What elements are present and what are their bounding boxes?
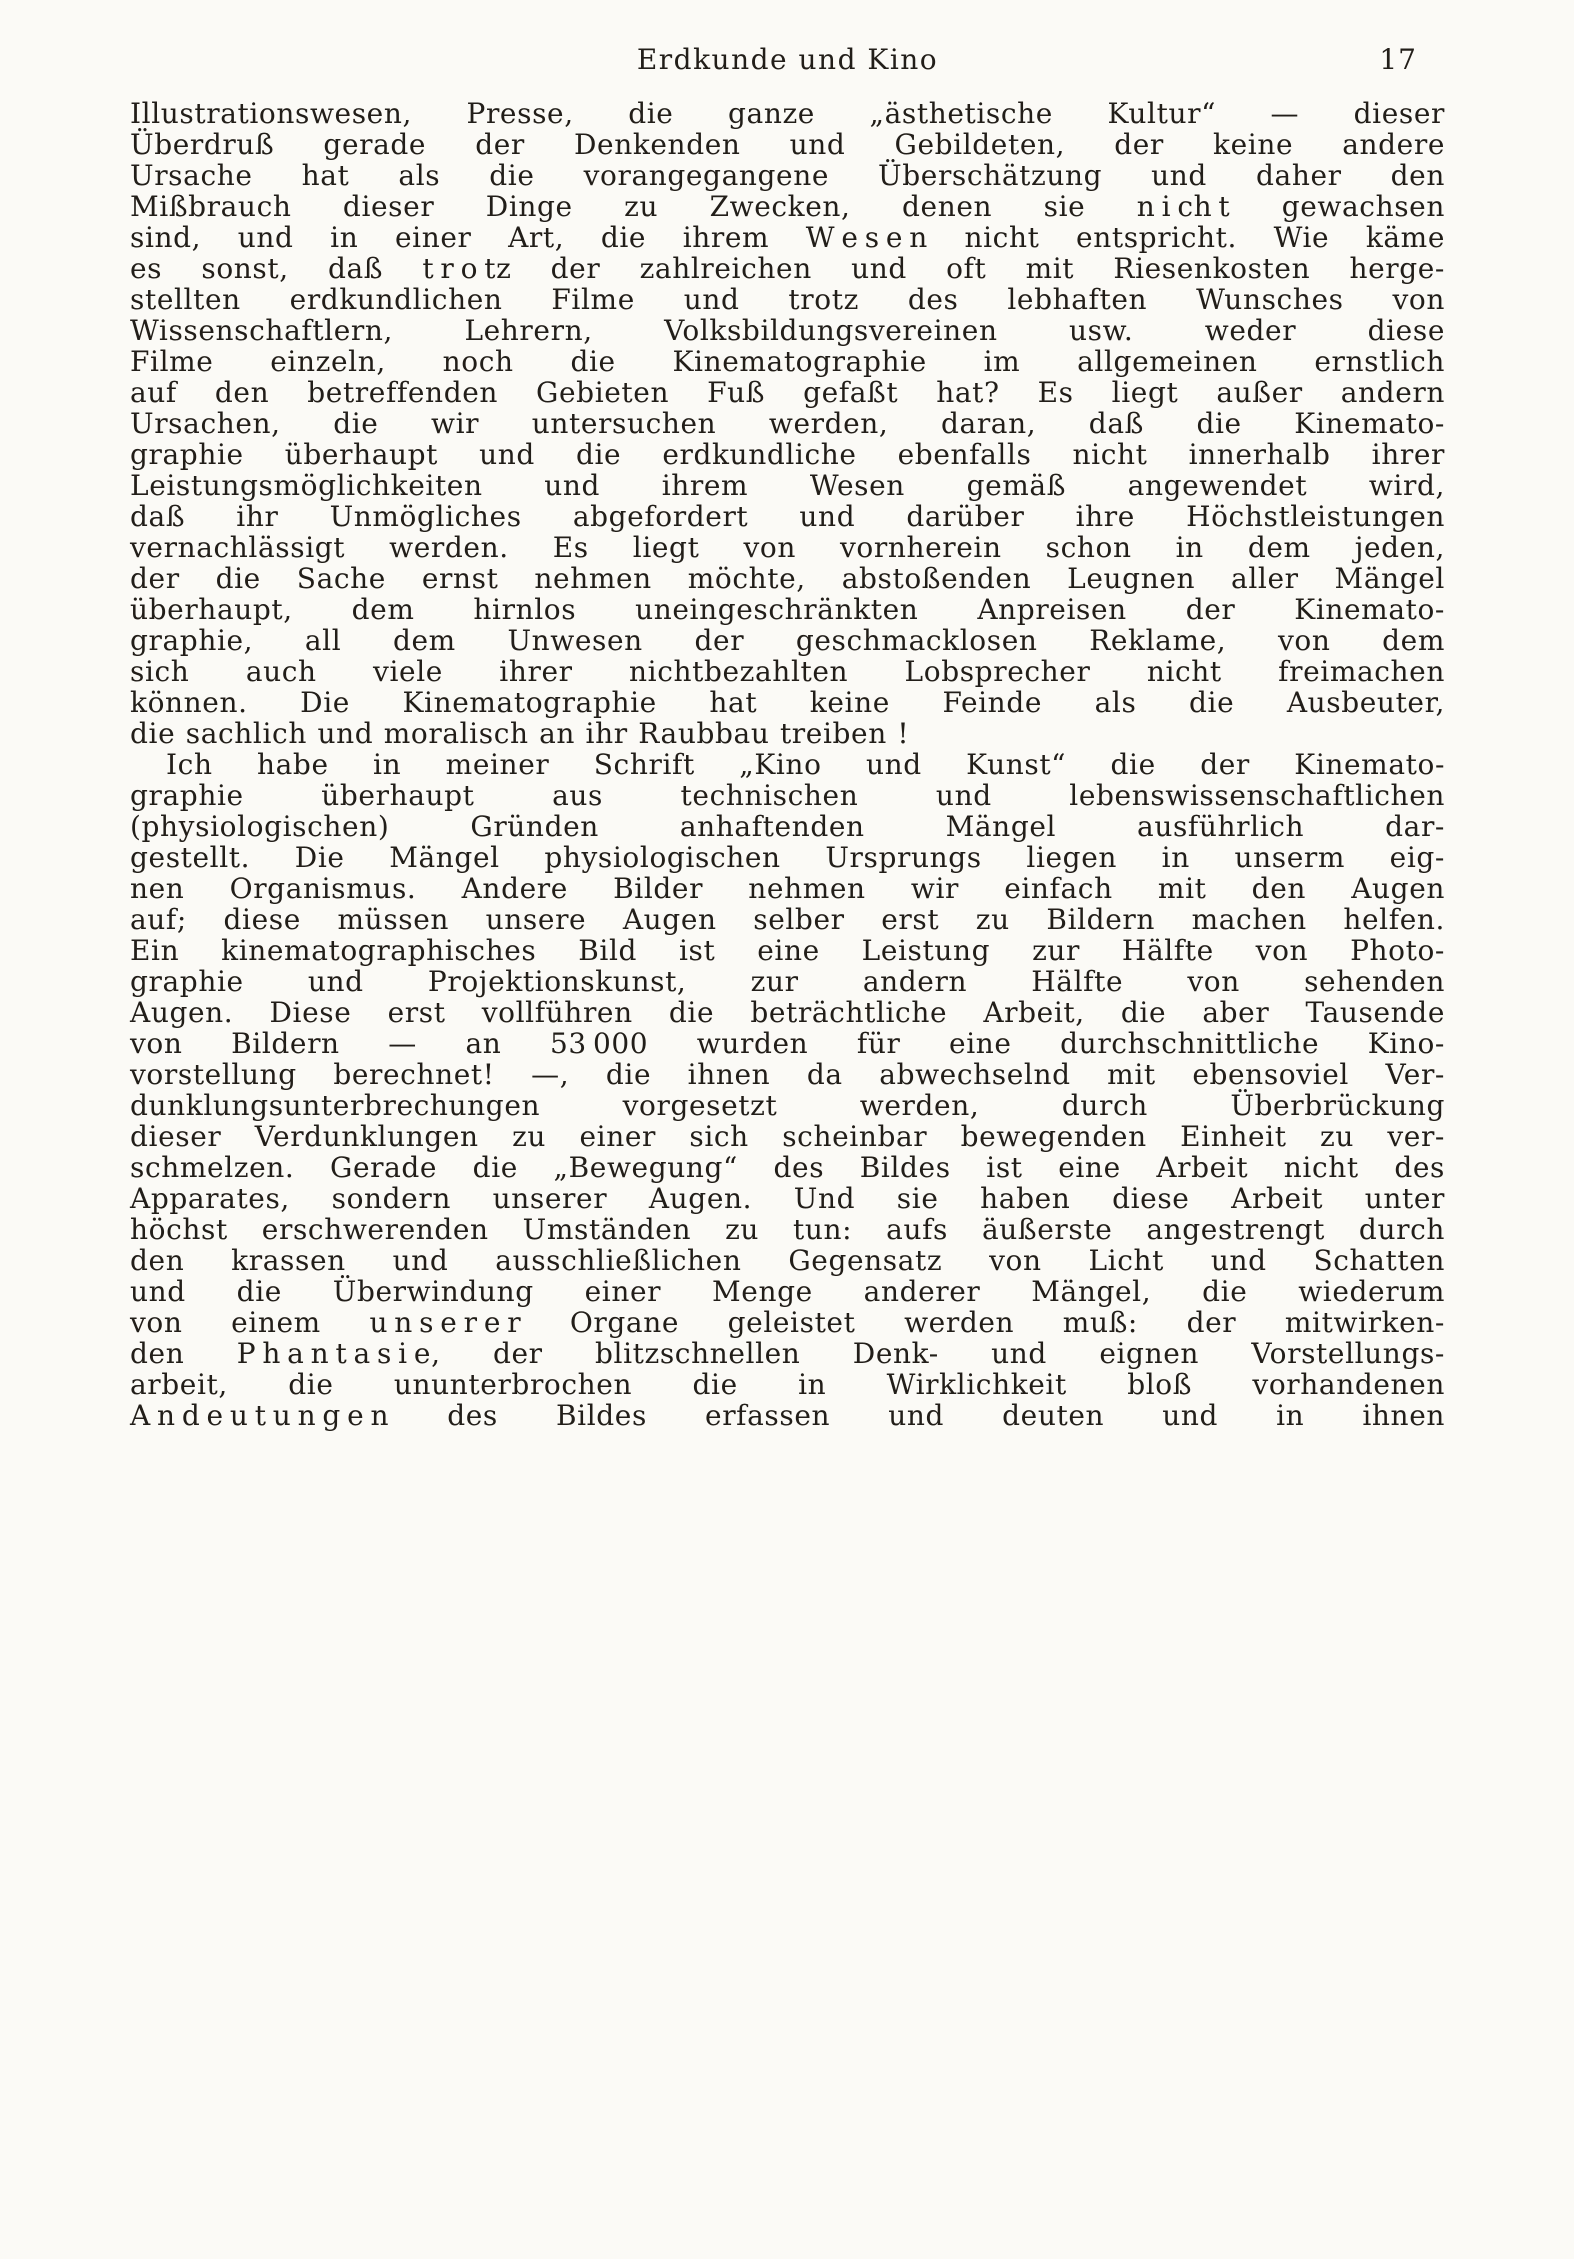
text-line: sich auch viele ihrer nichtbezahlten Lobsprecher nicht freimachen [130, 655, 1445, 688]
text-line: Überdruß gerade der Denkenden und Gebildeten, der keine andere [130, 128, 1445, 161]
text-line: Wissenschaftlern, Lehrern, Volksbildungsvereinen usw. weder diese [130, 314, 1445, 347]
text-line: vernachlässigt werden. Es liegt von vornherein schon in dem jeden, [130, 531, 1445, 564]
text-line: Ein kinematographisches Bild ist eine Leistung zur Hälfte von Photo- [130, 934, 1445, 967]
text-line: es sonst, daß t r o tz der zahlreichen und oft mit Riesenkosten herge- [130, 252, 1445, 285]
text-line: Leistungsmöglichkeiten und ihrem Wesen gemäß angewendet wird, [130, 469, 1445, 502]
text-line: gestellt. Die Mängel physiologischen Ursprungs liegen in unserm eig- [130, 841, 1445, 874]
text-line: Apparates, sondern unserer Augen. Und sie haben diese Arbeit unter [130, 1182, 1445, 1215]
running-title: Erdkunde und Kino [636, 43, 939, 76]
text-line: A n d e u t u n g e n des Bildes erfassen und deuten und in ihnen [130, 1399, 1445, 1432]
text-line: von Bildern — an 53 000 wurden für eine durchschnittliche Kino- [130, 1027, 1445, 1060]
text-line: können. Die Kinematographie hat keine Feinde als die Ausbeuter, [130, 686, 1445, 719]
text-line: arbeit, die ununterbrochen die in Wirklichkeit bloß vorhandenen [130, 1368, 1445, 1401]
text-line: und die Überwindung einer Menge anderer Mängel, die wiederum [130, 1275, 1445, 1308]
text-line: die sachlich und moralisch an ihr Raubbau treiben ! [130, 717, 910, 750]
text-line: graphie überhaupt aus technischen und lebenswissenschaftlichen [130, 779, 1445, 812]
text-line: höchst erschwerenden Umständen zu tun: aufs äußerste angestrengt durch [130, 1213, 1445, 1246]
page-number: 17 [1379, 43, 1417, 76]
text-line: graphie überhaupt und die erdkundliche ebenfalls nicht innerhalb ihrer [130, 438, 1445, 471]
text-line: Augen. Diese erst vollführen die beträchtliche Arbeit, die aber Tausende [130, 996, 1445, 1029]
text-line: Ursachen, die wir untersuchen werden, daran, daß die Kinemato- [130, 407, 1445, 440]
text-line: von einem u n s e r e r Organe geleistet werden muß: der mitwirken- [130, 1306, 1445, 1339]
text-line: Filme einzeln, noch die Kinematographie im allgemeinen ernstlich [130, 345, 1445, 378]
text-line: den P h a n t a s i e, der blitzschnellen Denk- und eignen Vorstellungs- [130, 1337, 1445, 1370]
text-line: stellten erdkundlichen Filme und trotz des lebhaften Wunsches von [130, 283, 1445, 316]
text-line: Mißbrauch dieser Dinge zu Zwecken, denen sie n i ch t gewachsen [130, 190, 1445, 223]
text-block [130, 98, 1445, 1431]
text-line: Ich habe in meiner Schrift „Kino und Kunst“ die der Kinemato- [166, 748, 1445, 781]
text-line: vorstellung berechnet! —, die ihnen da abwechselnd mit ebensoviel Ver- [130, 1058, 1445, 1091]
text-line: Illustrationswesen, Presse, die ganze „ästhetische Kultur“ — dieser [130, 97, 1445, 130]
text-line: den krassen und ausschließlichen Gegensatz von Licht und Schatten [130, 1244, 1445, 1277]
text-line: auf den betreffenden Gebieten Fuß gefaßt hat? Es liegt außer andern [130, 376, 1445, 409]
text-line: daß ihr Unmögliches abgefordert und darüber ihre Höchstleistungen [130, 500, 1445, 533]
text-line: Ursache hat als die vorangegangene Überschätzung und daher den [130, 159, 1445, 192]
text-line: graphie, all dem Unwesen der geschmacklosen Reklame, von dem [130, 624, 1445, 657]
text-line: (physiologischen) Gründen anhaftenden Mängel ausführlich dar- [130, 810, 1445, 843]
page-header [130, 42, 1445, 78]
text-line: auf; diese müssen unsere Augen selber erst zu Bildern machen helfen. [130, 903, 1445, 936]
text-line: dieser Verdunklungen zu einer sich scheinbar bewegenden Einheit zu ver- [130, 1120, 1445, 1153]
text-line: dunklungsunterbrechungen vorgesetzt werden, durch Überbrückung [130, 1089, 1445, 1122]
text-line: der die Sache ernst nehmen möchte, abstoßenden Leugnen aller Mängel [130, 562, 1445, 595]
text-line: nen Organismus. Andere Bilder nehmen wir einfach mit den Augen [130, 872, 1445, 905]
text-line: überhaupt, dem hirnlos uneingeschränkten Anpreisen der Kinemato- [130, 593, 1445, 626]
text-line: sind, und in einer Art, die ihrem W e s e n nicht entspricht. Wie käme [130, 221, 1445, 254]
text-line: schmelzen. Gerade die „Bewegung“ des Bildes ist eine Arbeit nicht des [130, 1151, 1445, 1184]
text-line: graphie und Projektionskunst, zur andern Hälfte von sehenden [130, 965, 1445, 998]
